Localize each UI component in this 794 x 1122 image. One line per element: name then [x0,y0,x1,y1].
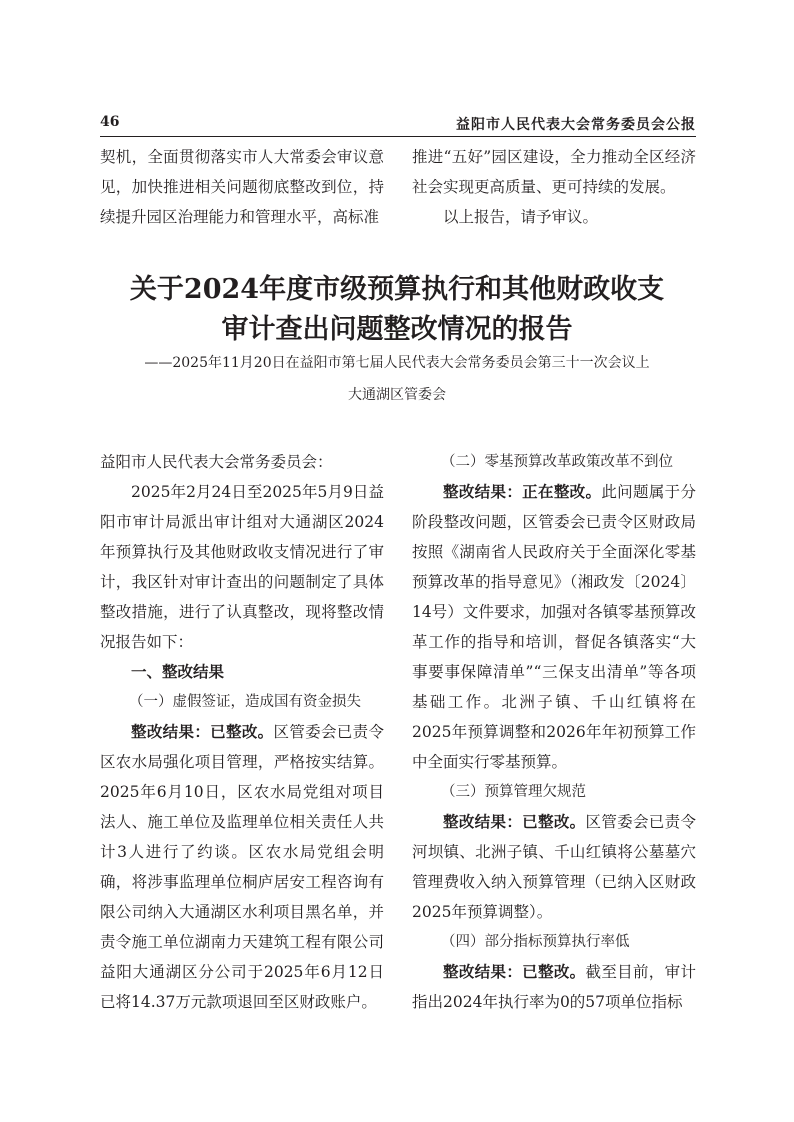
article-title-line-1: 关于2024年度市级预算执行和其他财政收支 [129,274,665,305]
item-body [100,717,384,1017]
prev-article-closing: 以上报告，请予审议。 [443,208,599,226]
prev-article-paragraph: 推进“五好”园区建设，全力推动全区经济社会实现更高质量、更可持续的发展。 [412,148,696,196]
result-label: 整改结果：已整改。 [131,722,274,741]
result-label: 整改结果：已整改。 [443,812,586,831]
prev-article-paragraph: 契机，全面贯彻落实市人大常委会审议意见，加快推进相关问题彻底整改到位，持续提升园区治理能力和管理水平，高标准 [100,148,384,226]
article-title-line-2: 审计查出问题整改情况的报告 [221,314,573,345]
item-heading: （二）零基预算改革政策改革不到位 [441,454,673,470]
item-body [412,957,696,1017]
item-heading: （三）预算管理欠规范 [441,784,586,800]
article-right-column [412,447,696,1017]
article-left-column [100,447,384,1017]
result-label: 整改结果：已整改。 [443,962,586,981]
intro-paragraph: 2025年2月24日至2025年5月9日益阳市审计局派出审计组对大通湖区2024年预算执行及其他财政收支情况进行了审计，我区针对审计查出的问题制定了具体整改措施，进行了认真整改，现将整改情况报告如下： [100,483,384,651]
page-number: 46 [100,114,120,130]
item-text: 此问题属于分阶段整改问题，区管委会已责令区财政局按照《湖南省人民政府关于全面深化零基预算改革的指导意见》（湘政发〔2024〕14号）文件要求，加强对各镇零基预算改革工作的指导和培训，督促各镇落实“大事要事保障清单”“三保支出清单”等各项基础工作。北洲子镇、千山红镇将在2025年预算调整和2026年年初预算工作中全面实行零基预算。 [412,483,696,771]
prev-article-right-column [412,142,696,232]
article-subtitle: ——2025年11月20日在益阳市第七届人民代表大会常务委员会第三十一次会议上 [144,355,650,371]
section-heading: 一、整改结果 [131,662,225,681]
item-text: 截至目前，审计指出2024年执行率为0的57项单位指标 [412,963,696,1011]
article-author-org: 大通湖区管委会 [348,387,446,403]
header-rule [100,136,696,137]
item-body [412,477,696,777]
item-body [412,807,696,927]
item-text: 区管委会已责令区农水局强化项目管理，严格按实结算。2025年6月10日，区农水局党组对项目法人、施工单位及监理单位相关责任人共计3人进行了约谈。区农水局党组会明确，将涉事监理单位桐庐居安工程咨询有限公司纳入大通湖区水利项目黑名单，并责令施工单位湖南力天建筑工程有限公司益阳大通湖区分公司于2025年6月12日已将14.37万元款项退回至区财政账户。 [100,723,384,1011]
running-header [100,114,696,136]
result-label: 整改结果：正在整改。 [443,482,602,501]
item-heading: （四）部分指标预算执行率低 [441,934,630,950]
prev-article-left-column [100,142,384,232]
journal-title: 益阳市人民代表大会常务委员会公报 [456,117,696,133]
salutation: 益阳市人民代表大会常务委员会： [100,453,333,471]
item-heading: （一）虚假签证，造成国有资金损失 [129,694,361,710]
item-text: 区管委会已责令河坝镇、北洲子镇、千山红镇将公墓墓穴管理费收入纳入预算管理（已纳入区财政2025年预算调整）。 [412,813,696,921]
